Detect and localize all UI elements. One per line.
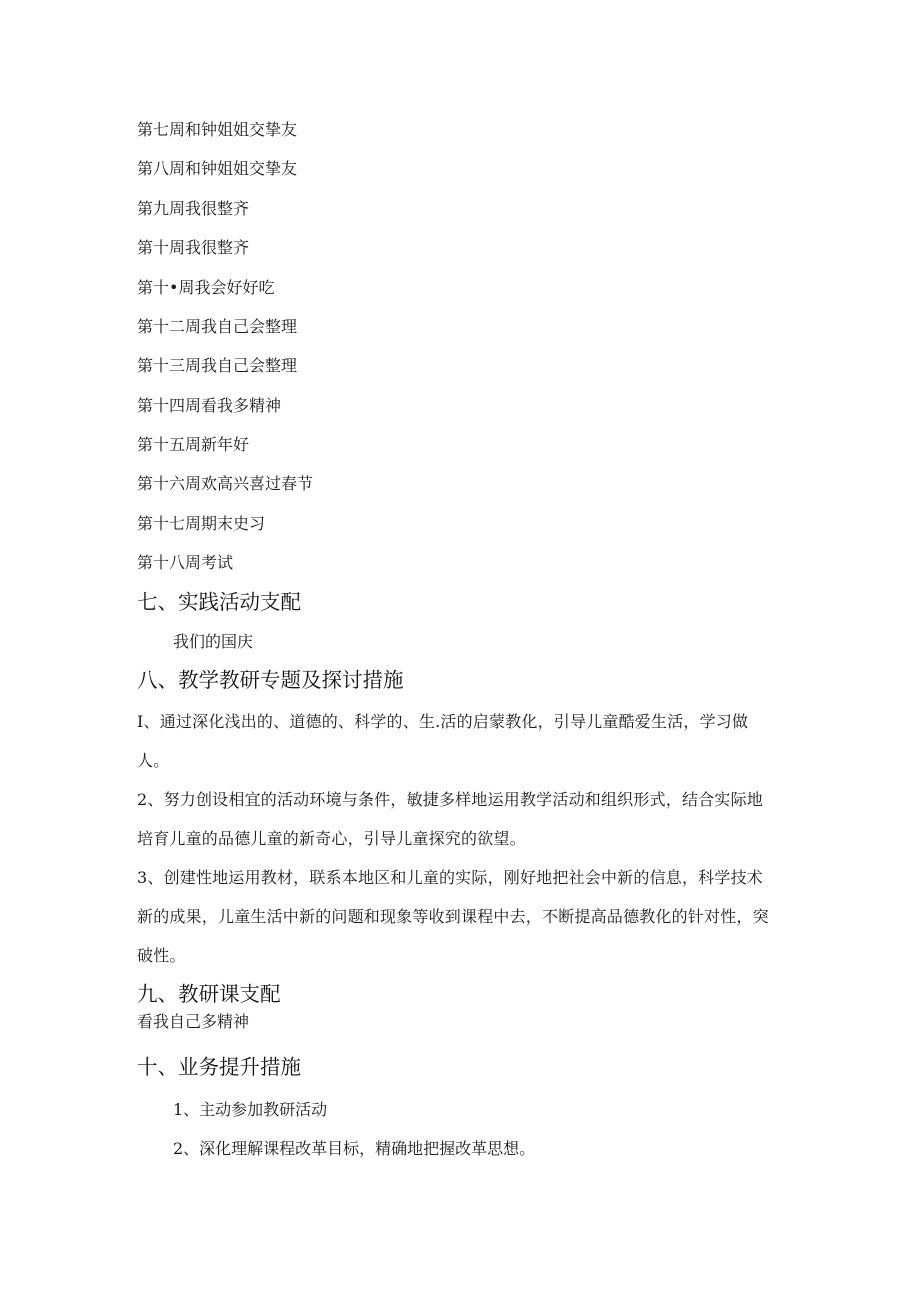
measure-paragraph: 2、努力创设相宜的活动环境与条件，敏捷多样地运用教学活动和组织形式，结合实际地培育儿童的品德儿童的新奇心，引导儿童探究的欲望。: [137, 790, 763, 848]
section-7-heading: 七、实践活动支配: [137, 590, 301, 614]
section-8-heading: 八、教学教研专题及探讨措施: [137, 668, 404, 692]
week-item: 第十•周我会好好吃: [137, 278, 275, 297]
week-item: 第十八周考试: [137, 553, 234, 572]
improvement-item: 1、主动参加教研活动: [173, 1100, 328, 1119]
week-item: 第九周我很整齐: [137, 199, 250, 218]
week-item: 第十周我很整齐: [137, 238, 250, 257]
week-item: 第十三周我自己会整理: [137, 356, 298, 375]
week-item: 第十七周期末史习: [137, 514, 266, 533]
improvement-item: 2、深化理解课程改革目标，精确地把握改革思想。: [173, 1139, 536, 1158]
week-item: 第八周和钟姐姐交挚友: [137, 159, 298, 178]
week-item: 第十四周看我多精神: [137, 396, 282, 415]
week-item: 第七周和钟姐姐交挚友: [137, 120, 298, 139]
section-10-heading: 十、业务提升措施: [137, 1055, 301, 1079]
activity-item: 我们的国庆: [173, 632, 254, 651]
measure-paragraph: 3、创建性地运用教材，联系本地区和儿童的实际，刚好地把社会中新的信息，科学技术新的成果，儿童生活中新的问题和现象等收到课程中去，不断提高品德教化的针对性，突破性。: [137, 868, 769, 965]
measure-paragraph: I、通过深化浅出的、道德的、科学的、生.活的启蒙教化，引导儿童酷爱生活，学习做人。: [137, 712, 749, 770]
week-item: 第十六周欢高兴喜过春节: [137, 474, 314, 493]
research-lesson-item: 看我自己多精神: [137, 1012, 250, 1031]
week-item: 第十五周新年好: [137, 435, 250, 454]
section-9-heading: 九、教研课支配: [137, 982, 281, 1006]
week-item: 第十二周我自己会整理: [137, 317, 298, 336]
